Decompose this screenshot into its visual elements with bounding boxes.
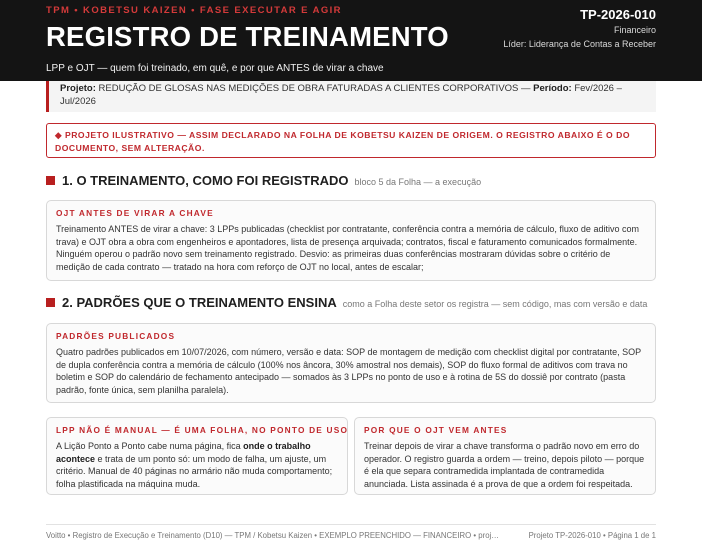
header-bar xyxy=(0,0,702,81)
section-1-note: bloco 5 da Folha — a execução xyxy=(354,177,482,187)
standards-card-title: PADRÕES PUBLICADOS xyxy=(56,331,176,341)
ojt-card xyxy=(46,200,656,281)
footer-divider xyxy=(46,524,656,525)
ojt-why-card xyxy=(354,417,656,495)
section-2-title: 2. PADRÕES QUE O TREINAMENTO ENSINA xyxy=(62,295,337,310)
lpp-body-start: A Lição Ponto a Ponto cabe numa página, fica xyxy=(56,441,244,451)
header-kicker: TPM • KOBETSU KAIZEN • FASE EXECUTAR E AGIR xyxy=(46,5,342,16)
lpp-card-body xyxy=(56,440,338,490)
project-name: REDUÇÃO DE GLOSAS NAS MEDIÇÕES DE OBRA FATURADAS A CLIENTES CORPORATIVOS xyxy=(98,83,519,94)
project-banner: Projeto: REDUÇÃO DE GLOSAS NAS MEDIÇÕES DE OBRA FATURADAS A CLIENTES CORPORATIVOS — Período: Fev/2026 – Jul/2026 xyxy=(46,81,656,112)
ojt-why-card-body: Treinar depois de virar a chave transforma o padrão novo em erro do operador. O registro guarda a ordem — treino, depois piloto — porque é ela que separa contramedida implantada de contramedida anunciada. Lista assinada é a prova de que a ordem foi respeitada. xyxy=(364,441,645,489)
ojt-card-body: Treinamento ANTES de virar a chave: 3 LPPs publicadas (checklist por contratante, conferência contra a memória de cálculo, fluxo de aditivo com trava) e OJT obra a obra com engenheiros e apontadores, lista de presença arquivada; contratos, fiscal e faturamento comunicados formalmente. Ninguém operou o padrão novo sem treinamento registrado. Desvio: as primeiras duas conferências mostraram dúvidas sobre o critério de medição de cada contrato — tratado na hora com reforço de OJT no local, antes de escalar; xyxy=(56,224,639,272)
section-marker-icon xyxy=(46,176,55,185)
project-period: Fev/2026 – Jul/2026 xyxy=(60,83,622,107)
section-2-header xyxy=(46,294,647,312)
section-marker-icon xyxy=(46,298,55,307)
standards-card-body: Quatro padrões publicados em 10/07/2026, com número, versão e data: SOP de montagem de medição com checklist digital por contratante, SOP de dupla conferência contra a memória de cálculo (100% nos âncora, 30% amostral nos demais), SOP do fluxo formal de aditivos com trava no boletim e SOP do calendário de fechamento antecipado — somados às 3 LPPs no ponto de uso e à rotina de 5S do dossiê por contrato (pasta padrão, fonte única, sem planilha paralela). xyxy=(56,347,641,395)
footer-right: Projeto TP-2026-010 • Página 1 de 1 xyxy=(528,531,656,540)
page-title: REGISTRO DE TREINAMENTO xyxy=(46,21,449,52)
section-1-title: 1. O TREINAMENTO, COMO FOI REGISTRADO xyxy=(62,173,349,188)
lpp-body-end: e trata de um ponto só: um modo de falha, um ajuste, um critério. Manual de 40 páginas no armário não muda comportamento; folha plastificada na máquina muda. xyxy=(56,453,333,489)
leader-label: Líder: Liderança de Contas a Receber xyxy=(503,39,656,49)
lpp-card xyxy=(46,417,348,495)
ojt-card-title: OJT ANTES DE VIRAR A CHAVE xyxy=(56,208,214,218)
illustrative-notice: ◆ PROJETO ILUSTRATIVO — ASSIM DECLARADO NA FOLHA DE KOBETSU KAIZEN DE ORIGEM. O REGISTRO ABAIXO É O DO DOCUMENTO, SEM ALTERAÇÃO. xyxy=(46,123,656,158)
lpp-body-emphasis: onde o trabalho acontece xyxy=(56,441,311,464)
department-label: Financeiro xyxy=(613,25,656,35)
section-2-note: como a Folha deste setor os registra — sem código, mas com versão e data xyxy=(342,299,648,309)
document-code: TP-2026-010 xyxy=(580,7,656,22)
section-1-header xyxy=(46,172,481,190)
standards-card xyxy=(46,323,656,403)
lpp-card-title: LPP NÃO É MANUAL — É UMA FOLHA, NO PONTO DE USO xyxy=(56,425,349,435)
period-label: Período: xyxy=(533,83,572,94)
ojt-why-card-title: POR QUE O OJT VEM ANTES xyxy=(364,425,508,435)
project-label: Projeto: xyxy=(60,83,96,94)
footer-left: Voitto • Registro de Execução e Treinamento (D10) — TPM / Kobetsu Kaizen • EXEMPLO PREENCHIDO — FINANCEIRO • proj… xyxy=(46,531,500,540)
page-subtitle: LPP e OJT — quem foi treinado, em quê, e por que ANTES de virar a chave xyxy=(46,63,384,74)
